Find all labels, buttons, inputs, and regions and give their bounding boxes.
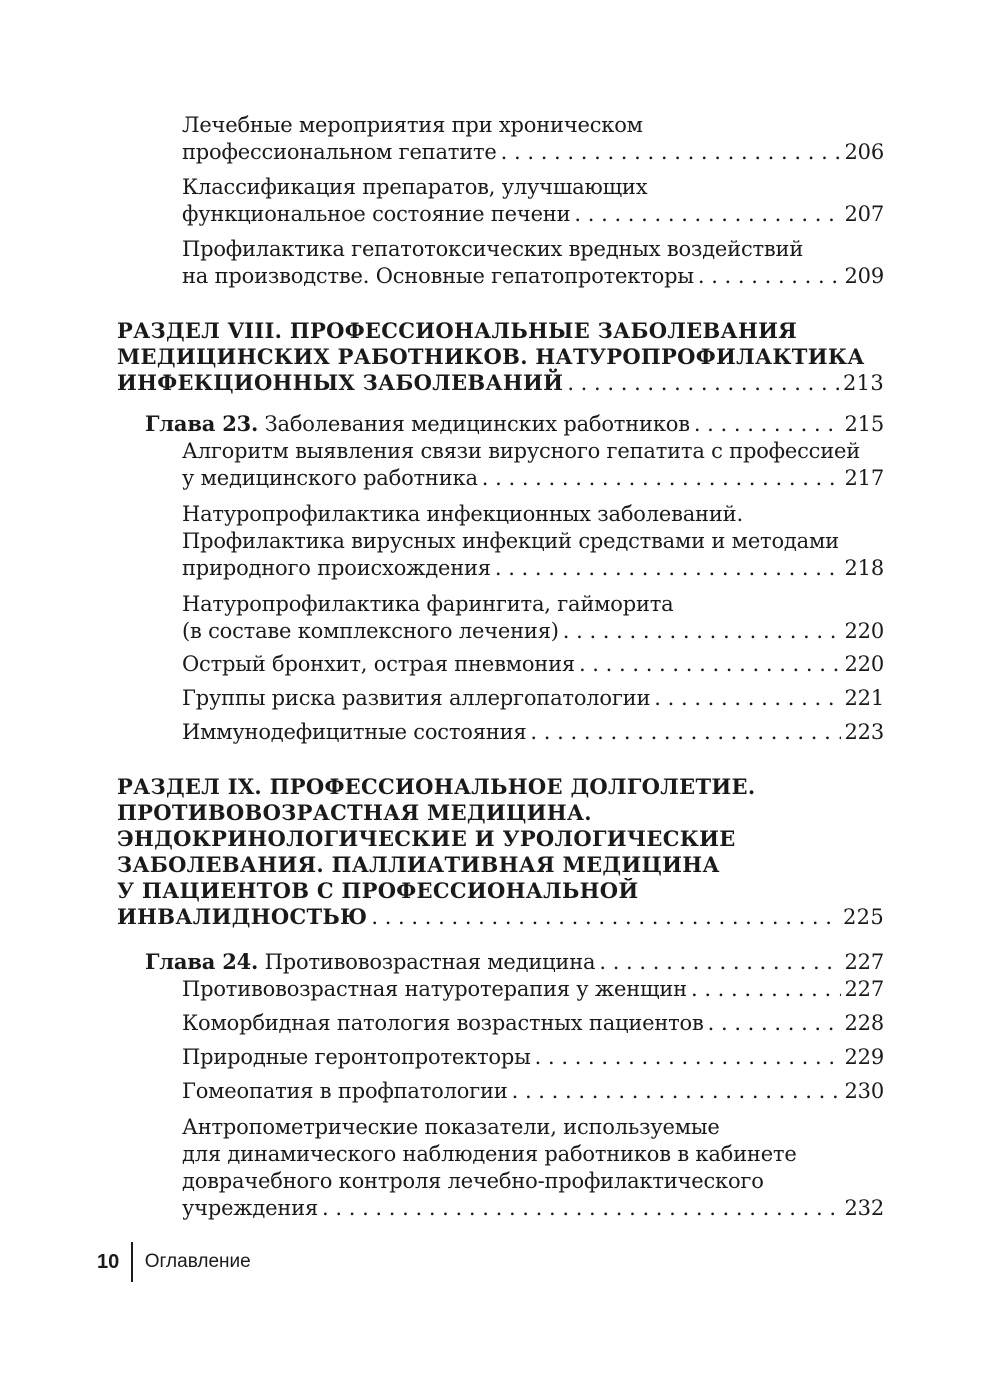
toc-entry[interactable] [182, 112, 884, 166]
toc-section-heading[interactable] [117, 318, 884, 396]
entry-text-line: для динамического наблюдения работников в кабинете [182, 1142, 797, 1166]
dot-leader [530, 719, 840, 746]
dot-leader [322, 1195, 840, 1222]
page-number: 223 [844, 720, 884, 744]
toc-entry[interactable] [182, 236, 884, 290]
section-title-line: ЗАБОЛЕВАНИЯ. ПАЛЛИАТИВНАЯ МЕДИЦИНА [117, 852, 720, 877]
entry-text-line: Натуропрофилактика инфекционных заболеваний. [182, 502, 743, 526]
page-number: 213 [843, 371, 884, 395]
toc-entry[interactable] [182, 1078, 884, 1105]
section-title-line: У ПАЦИЕНТОВ С ПРОФЕССИОНАЛЬНОЙ [117, 878, 639, 903]
chapter-title: Противовозрастная медицина [264, 950, 596, 974]
entry-text-line: у медицинского работника [182, 466, 478, 490]
toc-chapter[interactable] [145, 948, 884, 976]
dot-leader [482, 465, 841, 492]
dot-leader [501, 139, 841, 166]
toc-entry[interactable] [182, 976, 884, 1003]
page-number: 209 [844, 264, 884, 288]
section-title-line: РАЗДЕЛ IX. ПРОФЕССИОНАЛЬНОЕ ДОЛГОЛЕТИЕ. [117, 774, 756, 799]
dot-leader [579, 651, 841, 678]
toc-chapter[interactable] [145, 410, 884, 438]
dot-leader [698, 263, 841, 290]
chapter-title: Заболевания медицинских работников [264, 412, 690, 436]
dot-leader [654, 685, 840, 712]
dot-leader [599, 949, 840, 976]
entry-text-line: (в составе комплексного лечения) [182, 619, 559, 643]
dot-leader [495, 555, 841, 582]
dot-leader [691, 976, 841, 1003]
page-number: 221 [844, 686, 884, 710]
entry-text-line: Природные геронтопротекторы [182, 1045, 531, 1069]
entry-text-line: Коморбидная патология возрастных пациентов [182, 1011, 704, 1035]
entry-text-line: Острый бронхит, острая пневмония [182, 652, 575, 676]
toc-entry[interactable] [182, 438, 884, 492]
entry-text-line: Классификация препаратов, улучшающих [182, 175, 648, 199]
page-number: 230 [844, 1079, 884, 1103]
entry-text-line: Натуропрофилактика фарингита, гайморита [182, 592, 674, 616]
section-title-line: ПРОТИВОВОЗРАСТНАЯ МЕДИЦИНА. [117, 800, 592, 825]
toc-entry[interactable] [182, 501, 884, 582]
section-title-line: ИНВАЛИДНОСТЬЮ [117, 904, 368, 929]
entry-text-line: функциональное состояние печени [182, 202, 571, 226]
page-number: 215 [844, 412, 884, 436]
dot-leader [567, 370, 839, 396]
entry-text-line: Гомеопатия в профпатологии [182, 1079, 508, 1103]
footer-page-number: 10 [97, 1250, 120, 1273]
page-number: 218 [844, 556, 884, 580]
section-title-line: РАЗДЕЛ VIII. ПРОФЕССИОНАЛЬНЫЕ ЗАБОЛЕВАНИЯ [117, 318, 798, 343]
section-title-line: МЕДИЦИНСКИХ РАБОТНИКОВ. НАТУРОПРОФИЛАКТИКА [117, 344, 865, 369]
footer-title: Оглавление [144, 1251, 251, 1272]
entry-text-line: Антропометрические показатели, используемые [182, 1115, 720, 1139]
page-number: 229 [844, 1045, 884, 1069]
entry-text-line: Профилактика гепатотоксических вредных воздействий [182, 237, 804, 261]
footer-divider [131, 1242, 133, 1282]
entry-text-line: Профилактика вирусных инфекций средствами и методами [182, 529, 839, 553]
dot-leader [512, 1078, 841, 1105]
dot-leader [371, 904, 839, 930]
toc-entry[interactable] [182, 685, 884, 712]
entry-text-line: Группы риска развития аллергопатологии [182, 686, 651, 710]
dot-leader [574, 201, 840, 228]
page-footer [97, 1242, 251, 1282]
page-number: 232 [844, 1196, 884, 1220]
toc-entry[interactable] [182, 591, 884, 645]
page-number: 225 [843, 905, 884, 929]
dot-leader [708, 1010, 841, 1037]
entry-text-line: учреждения [182, 1196, 319, 1220]
dot-leader [563, 618, 841, 645]
entry-text-line: Иммунодефицитные состояния [182, 720, 527, 744]
toc-entry[interactable] [182, 174, 884, 228]
toc-section-heading[interactable] [117, 774, 884, 930]
page-number: 227 [844, 950, 884, 974]
toc-entry[interactable] [182, 719, 884, 746]
page-number: 207 [844, 202, 884, 226]
entry-text-line: доврачебного контроля лечебно-профилактического [182, 1169, 764, 1193]
chapter-label: Глава 24. [145, 949, 259, 974]
entry-text-line: Противовозрастная натуротерапия у женщин [182, 977, 687, 1001]
toc-entry[interactable] [182, 1114, 884, 1222]
toc-entry[interactable] [182, 1044, 884, 1071]
page-number: 220 [844, 652, 884, 676]
entry-text-line: Лечебные мероприятия при хроническом [182, 113, 643, 137]
page-number: 220 [844, 619, 884, 643]
page-number: 228 [844, 1011, 884, 1035]
dot-leader [694, 411, 841, 438]
entry-text-line: профессиональном гепатите [182, 140, 497, 164]
section-title-line: ИНФЕКЦИОННЫХ ЗАБОЛЕВАНИЙ [117, 370, 564, 395]
toc-entry[interactable] [182, 1010, 884, 1037]
entry-text-line: природного происхождения [182, 556, 491, 580]
section-title-line: ЭНДОКРИНОЛОГИЧЕСКИЕ И УРОЛОГИЧЕСКИЕ [117, 826, 736, 851]
entry-text-line: на производстве. Основные гепатопротекторы [182, 264, 694, 288]
page-number: 217 [844, 466, 884, 490]
chapter-label: Глава 23. [145, 411, 259, 436]
dot-leader [535, 1044, 841, 1071]
page-number: 206 [844, 140, 884, 164]
page-number: 227 [844, 977, 884, 1001]
entry-text-line: Алгоритм выявления связи вирусного гепатита с профессией [182, 439, 861, 463]
toc-entry[interactable] [182, 651, 884, 678]
